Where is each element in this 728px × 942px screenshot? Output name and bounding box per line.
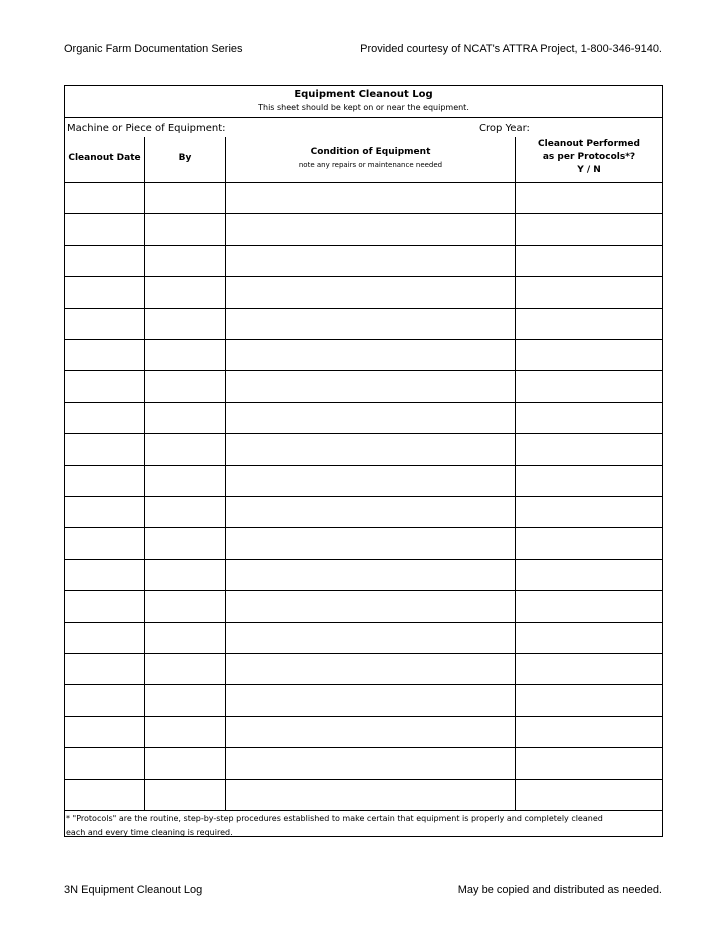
header-courtesy: Provided courtesy of NCAT's ATTRA Project, 1-800-346-9140.	[360, 43, 662, 55]
table-row-divider	[65, 527, 662, 528]
meta-row	[65, 117, 662, 137]
cleanout-log-form	[64, 85, 663, 837]
header-condition-label: Condition of Equipment	[310, 147, 431, 157]
header-cleanout-line1: Cleanout Performed	[538, 139, 640, 149]
table-row-divider	[65, 308, 662, 309]
table-row-divider	[65, 779, 662, 780]
footer-doc-id: 3N Equipment Cleanout Log	[64, 884, 203, 896]
header-condition-note: note any repairs or maintenance needed	[298, 161, 443, 169]
header-series: Organic Farm Documentation Series	[64, 43, 243, 55]
table-row-divider	[65, 433, 662, 434]
header-cell-cleanout	[515, 137, 662, 182]
table-row-divider	[65, 245, 662, 246]
header-by-label: By	[178, 153, 192, 163]
log-table	[65, 137, 662, 811]
header-cell-by	[144, 137, 225, 182]
header-cell-condition	[225, 137, 515, 182]
form-title-block	[65, 86, 662, 118]
header-cell-date	[65, 137, 144, 182]
form-title: Equipment Cleanout Log	[294, 89, 433, 100]
footnote-line-2: each and every time cleaning is required.	[66, 828, 233, 837]
table-row-divider	[65, 213, 662, 214]
footnote-line-1: * "Protocols" are the routine, step-by-step procedures established to make certain that equipment is properly and completely cleaned	[66, 814, 603, 823]
table-row-divider	[65, 684, 662, 685]
table-row-divider	[65, 465, 662, 466]
table-row-divider	[65, 716, 662, 717]
table-row-divider	[65, 496, 662, 497]
table-row-divider	[65, 339, 662, 340]
header-cleanout-line3: Y / N	[577, 165, 601, 175]
table-row-divider	[65, 590, 662, 591]
machine-label: Machine or Piece of Equipment:	[67, 123, 226, 134]
table-row-divider	[65, 402, 662, 403]
footnote	[66, 812, 662, 840]
crop-year-label: Crop Year:	[479, 123, 530, 134]
table-row-divider	[65, 622, 662, 623]
header-date-label: Cleanout Date	[68, 153, 141, 163]
footer-copy-notice: May be copied and distributed as needed.	[457, 884, 662, 896]
table-row-divider	[65, 370, 662, 371]
table-row-divider	[65, 747, 662, 748]
table-row-divider	[65, 653, 662, 654]
table-row-divider	[65, 559, 662, 560]
table-header-row	[65, 137, 662, 183]
header-cleanout-line2: as per Protocols*?	[542, 152, 636, 162]
form-subtitle: This sheet should be kept on or near the equipment.	[258, 103, 469, 112]
table-body	[65, 182, 662, 810]
table-row-divider	[65, 276, 662, 277]
